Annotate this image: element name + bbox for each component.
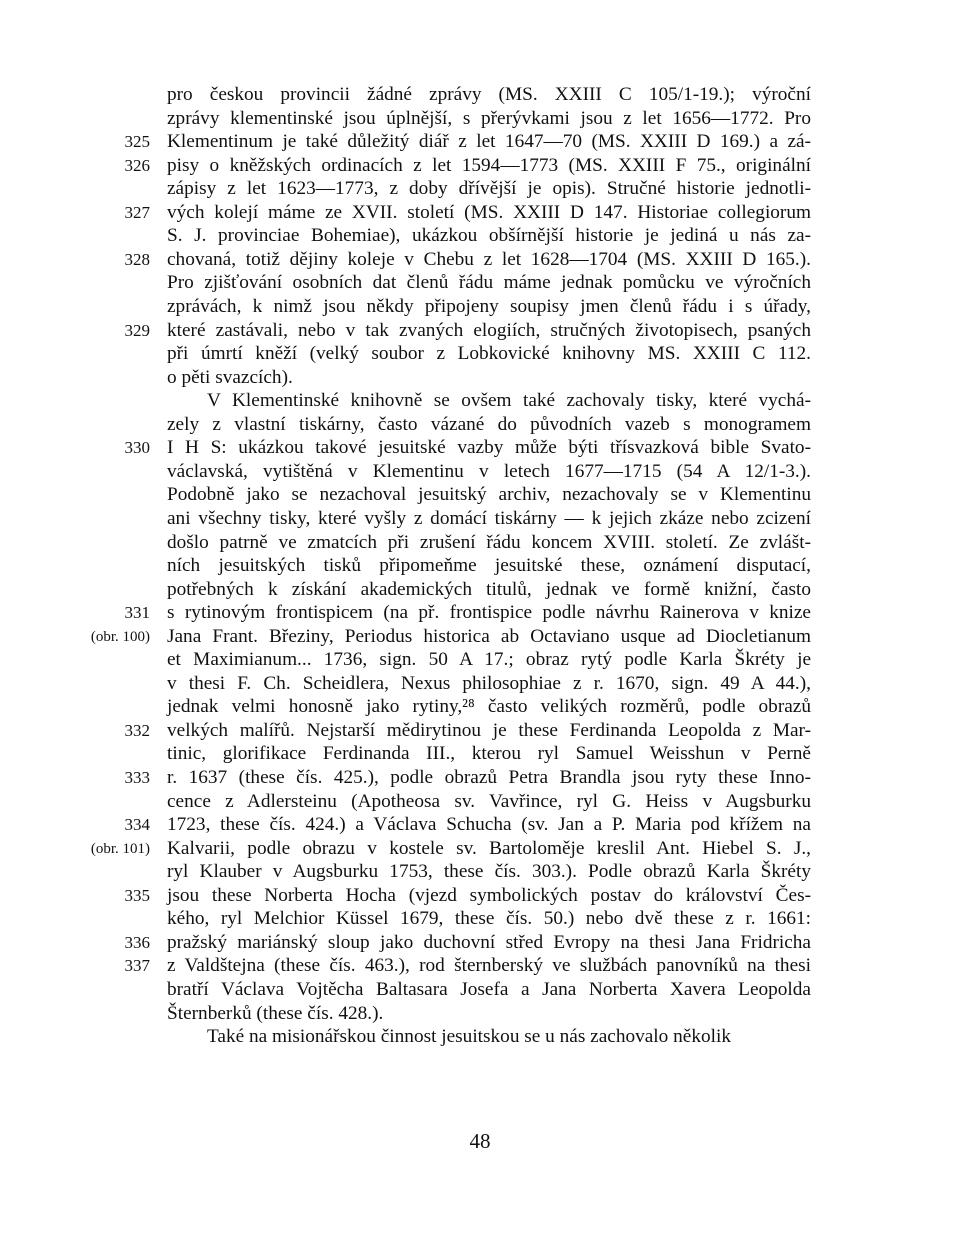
text-line: z Valdštejna (these čís. 463.), rod šternberský ve službách panovníků na thesi — [167, 955, 811, 977]
margin-number: 328 — [124, 249, 150, 269]
text-line: zprávách, k nimž jsou někdy připojeny soupisy jmen členů řádu i s úřady, — [167, 296, 811, 317]
margin-number: 335 — [124, 885, 150, 905]
text-line: r. 1637 (these čís. 425.), podle obrazů Petra Brandla jsou ryty these Inno- — [167, 767, 811, 788]
text-line: o pěti svazcích). — [167, 366, 293, 388]
margin-number: 333 — [124, 768, 150, 787]
text-line: s rytinovým frontispicem (na př. frontispice podle návrhu Rainerova v knize — [167, 602, 811, 624]
figure-reference: (obr. 101) — [90, 840, 150, 857]
text-line: při úmrtí kněží (velký soubor z Lobkovické knihovny MS. XXIII C 112. — [167, 343, 811, 365]
text-line: Klementinum je také důležitý diář z let 1647—70 (MS. XXIII D 169.) a zá- — [167, 131, 811, 153]
text-line: I H S: ukázkou takové jesuitské vazby může býti třísvazková bible Svato- — [167, 437, 811, 459]
margin-number: 325 — [124, 132, 150, 152]
margin-number: 334 — [124, 815, 150, 835]
text-line: Podobně jako se nezachoval jesuitský archiv, nezachovaly se v Klementinu — [167, 484, 811, 506]
text-line: S. J. provinciae Bohemiae), ukázkou obšírnější historie je jediná u nás za- — [167, 225, 811, 247]
text-line: došlo patrně ve zmatcích při zrušení řádu koncem XVIII. století. Ze zvlášt- — [167, 531, 811, 553]
text-line: Pro zjišťování osobních dat členů řádu máme jednak pomůcku ve výročních — [167, 272, 811, 294]
text-line: et Maximianum... 1736, sign. 50 A 17.; obraz rytý podle Karla Škréty je — [167, 649, 811, 671]
margin-number: 331 — [124, 603, 150, 623]
text-line: V Klementinské knihovně se ovšem také zachovaly tisky, které vychá- — [207, 390, 811, 412]
text-line: Kalvarii, podle obrazu v kostele sv. Bartoloměje kreslil Ant. Hiebel S. J., — [167, 837, 811, 859]
text-line: zprávy klementinské jsou úplnější, s přerývkami jsou z let 1656—1772. Pro — [167, 107, 811, 129]
text-line: velkých malířů. Nejstarší mědirytinou je these Ferdinanda Leopolda z Mar- — [167, 719, 811, 741]
margin-number: 330 — [124, 438, 150, 458]
margin-number: 337 — [124, 956, 150, 976]
text-line: které zastávali, nebo v tak zvaných elogiích, stručných životopisech, psaných — [167, 319, 811, 341]
margin-number: 327 — [124, 202, 150, 222]
text-line: ani všechny tisky, které vyšly z domácí tiskárny — k jejich zkáze nebo zcizení — [167, 507, 811, 529]
text-line: vých kolejí máme ze XVII. století (MS. XXIII D 147. Historiae collegiorum — [167, 201, 811, 223]
text-line: zápisy z let 1623—1773, z doby dřívější je opis). Stručné historie jednotli- — [167, 178, 811, 200]
text-line: zely z vlastní tiskárny, často vázané do původních vazeb s monogramem — [167, 413, 811, 435]
text-line: jsou these Norberta Hocha (vjezd symbolických postav do království Čes- — [167, 884, 811, 906]
text-line: ryl Klauber v Augsburku 1753, these čís. 303.). Podle obrazů Karla Škréty — [167, 861, 811, 883]
text-line: kého, ryl Melchior Küssel 1679, these čís. 50.) nebo dvě these z r. 1661: — [167, 908, 811, 930]
text-line: Také na misionářskou činnost jesuitskou se u nás zachovalo několik — [207, 1026, 731, 1047]
text-line: pražský mariánský sloup jako duchovní střed Evropy na thesi Jana Fridricha — [167, 931, 811, 953]
text-line: cence z Adlersteinu (Apotheosa sv. Vavřince, ryl G. Heiss v Augsburku — [167, 790, 811, 812]
text-line: Jana Frant. Březiny, Periodus historica ab Octaviano usque ad Diocletianum — [167, 625, 811, 647]
text-line: václavská, vytištěná v Klementinu v letech 1677—1715 (54 A 12/1-3.). — [167, 460, 811, 482]
margin-number: 332 — [124, 720, 150, 740]
text-line: 1723, these čís. 424.) a Václava Schucha (sv. Jan a P. Maria pod křížem na — [167, 814, 811, 836]
text-line: pisy o kněžských ordinacích z let 1594—1773 (MS. XXIII F 75., originální — [167, 154, 811, 176]
text-line: Šternberků (these čís. 428.). — [167, 1002, 384, 1024]
text-line: chovaná, totiž dějiny koleje v Chebu z let 1628—1704 (MS. XXIII D 165.). — [167, 248, 811, 270]
text-line: ních jesuitských tisků připomeňme jesuitské these, oznámení disputací, — [167, 555, 811, 576]
text-line: potřebných k získání akademických titulů, jednak ve formě knižní, často — [167, 578, 811, 600]
margin-number: 336 — [124, 932, 150, 952]
page-number: 48 — [469, 1129, 491, 1153]
margin-number: 329 — [124, 320, 150, 340]
text-line: v thesi F. Ch. Scheidlera, Nexus philosophiae z r. 1670, sign. 49 A 44.), — [167, 672, 811, 694]
text-line: tinic, glorifikace Ferdinanda III., kterou ryl Samuel Weisshun v Perně — [167, 743, 811, 765]
text-line: bratří Václava Vojtěcha Baltasara Josefa a Jana Norberta Xavera Leopolda — [167, 978, 811, 1000]
margin-number: 326 — [124, 155, 150, 175]
text-line: jednak velmi honosně jako rytiny,²⁸ často velikých rozměrů, podle obrazů — [167, 696, 811, 718]
figure-reference: (obr. 100) — [90, 628, 150, 645]
text-line: pro českou provincii žádné zprávy (MS. XXIII C 105/1-19.); výroční — [167, 84, 811, 105]
